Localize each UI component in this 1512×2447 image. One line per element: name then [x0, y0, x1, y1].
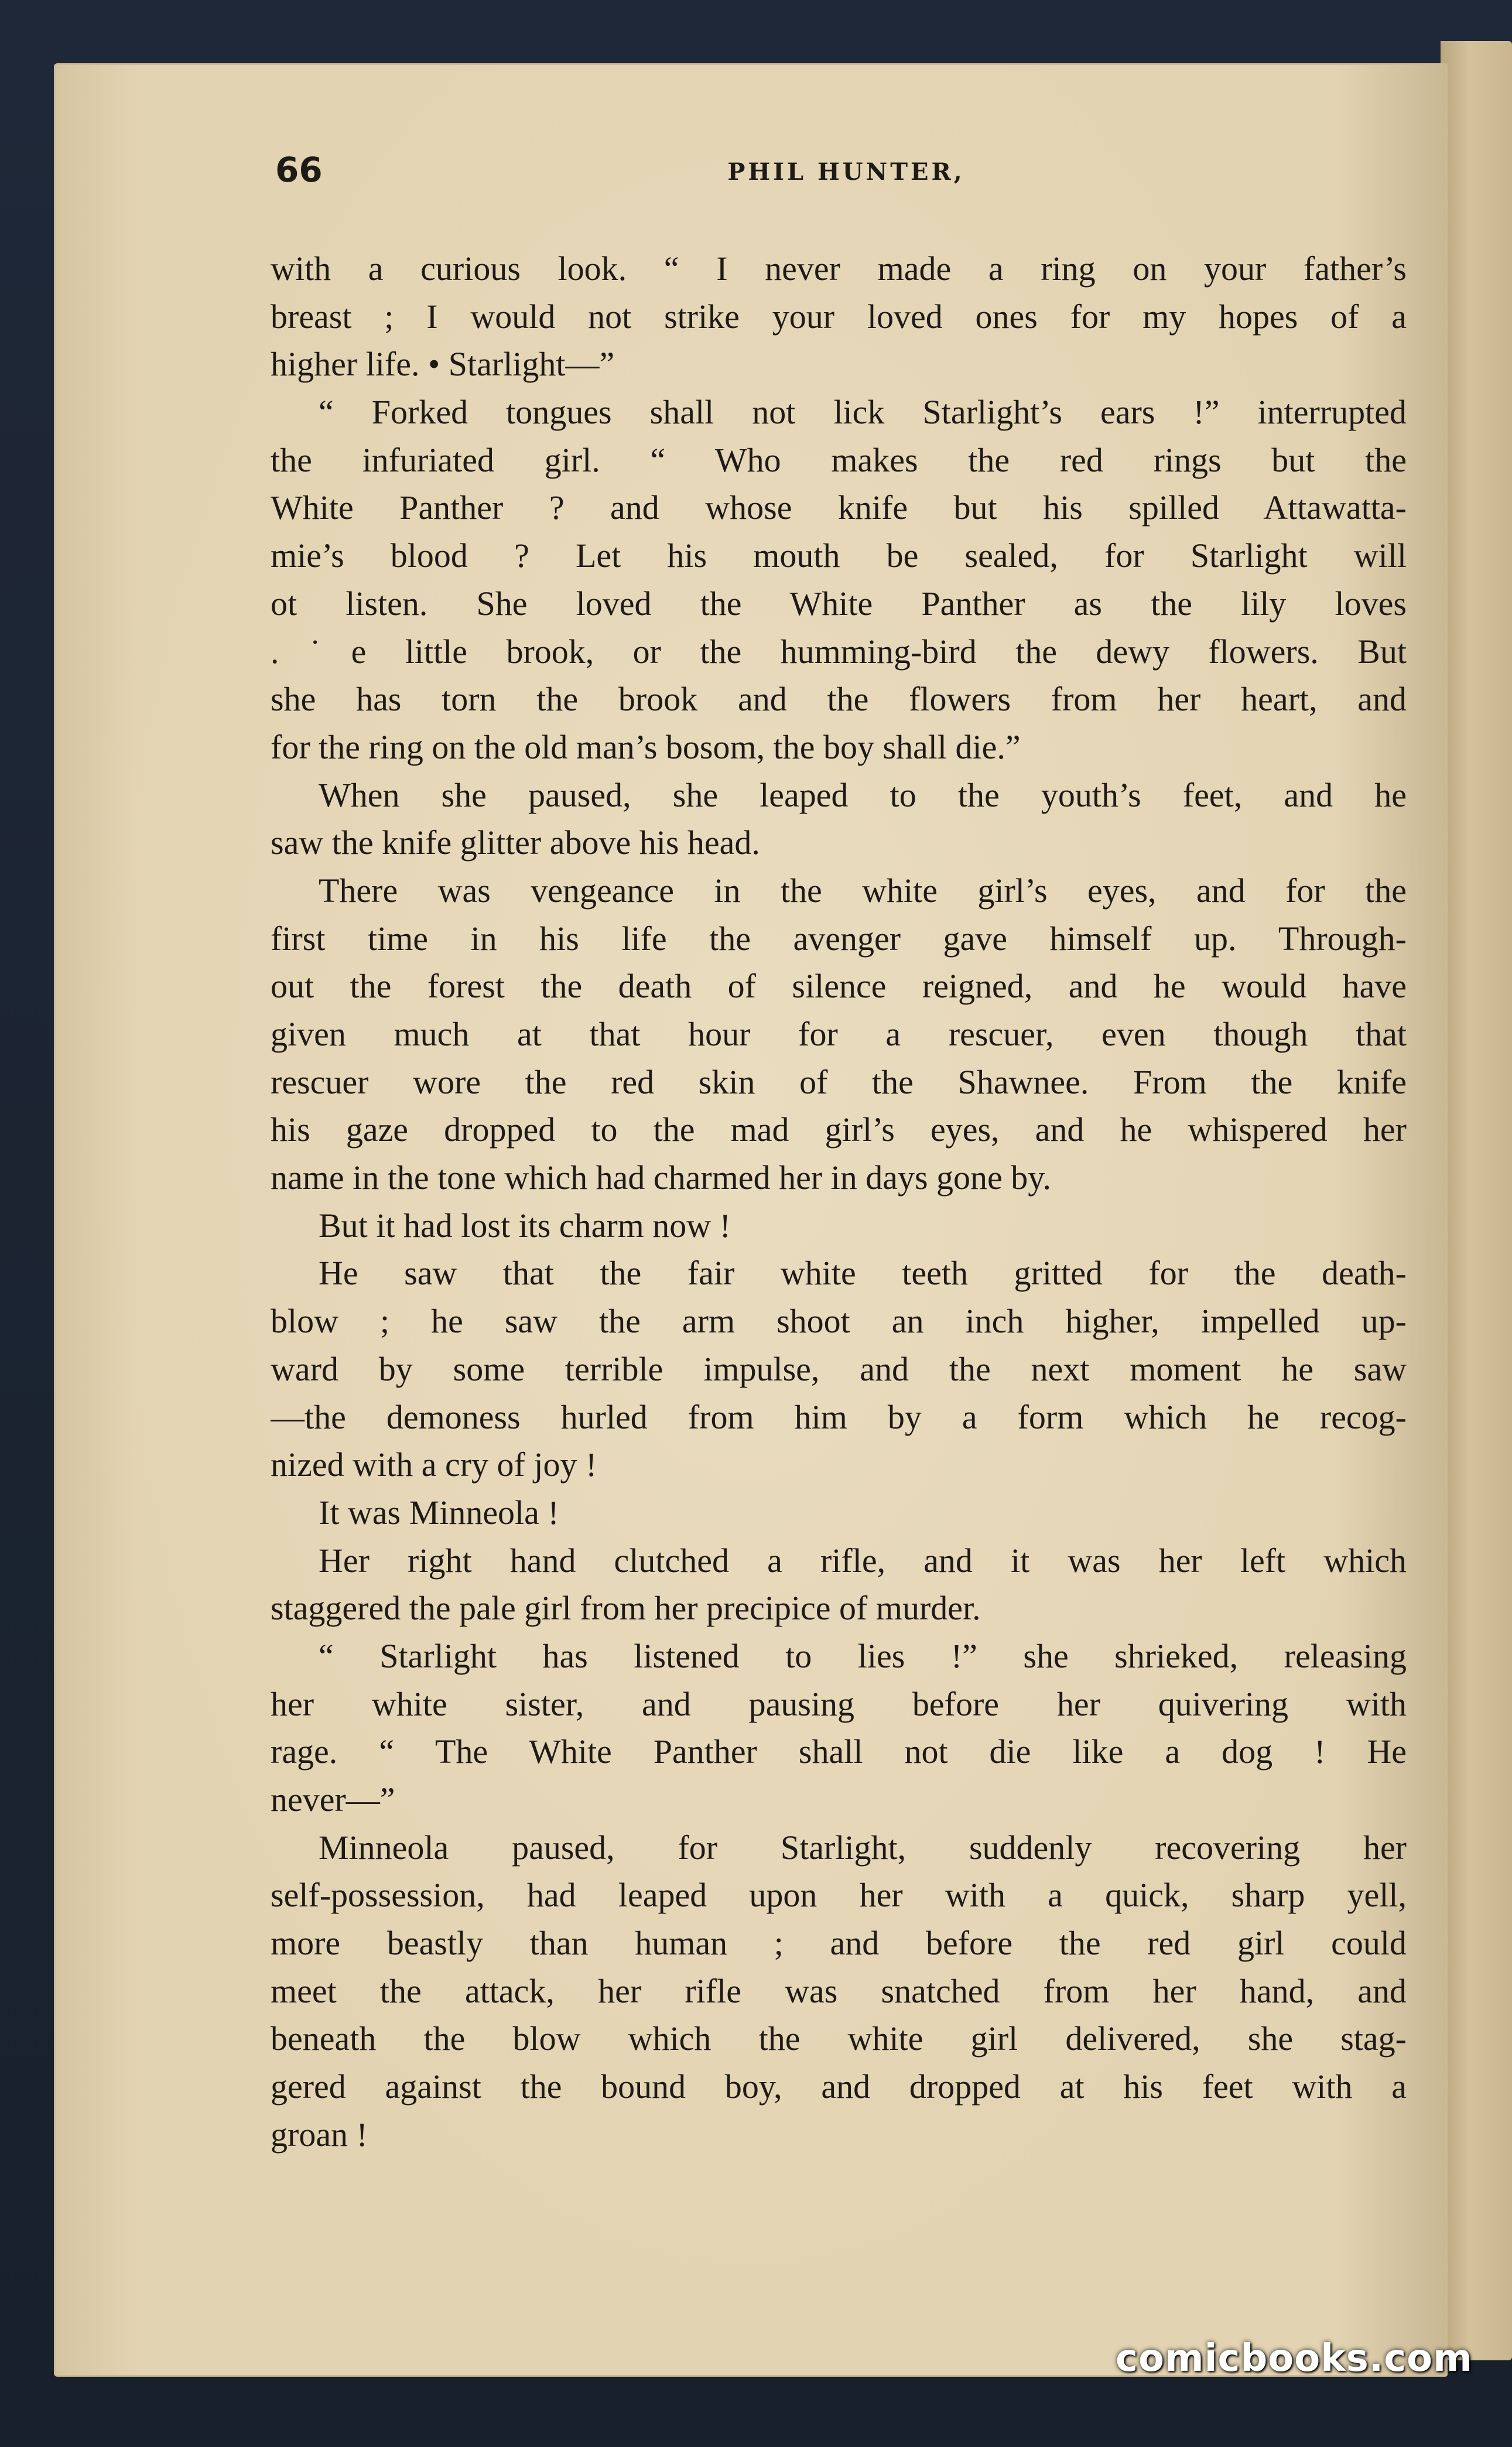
- text-line: “ Starlight has listened to lies !” she shrieked, releasing: [319, 1636, 1407, 1675]
- text-line: beneath the blow which the white girl delivered, she stag-: [271, 2019, 1407, 2058]
- page-header: [275, 150, 1417, 203]
- text-line: Her right hand clutched a rifle, and it was her left which: [319, 1541, 1407, 1580]
- text-line: out the forest the death of silence reigned, and he would have: [271, 967, 1407, 1006]
- text-line: —the demoness hurled from him by a form which he recog-: [271, 1397, 1407, 1436]
- text-line: ot listen. She loved the White Panther as the lily loves: [271, 584, 1407, 623]
- text-line: given much at that hour for a rescuer, even though that: [271, 1015, 1407, 1053]
- text-line: name in the tone which had charmed her in days gone by.: [271, 1158, 1052, 1197]
- text-line: When she paused, she leaped to the youth’s feet, and he: [319, 775, 1407, 814]
- text-line: groan !: [271, 2115, 368, 2154]
- page-number: 66: [275, 150, 323, 190]
- text-line: gered against the bound boy, and dropped at his feet with a: [271, 2067, 1407, 2106]
- facing-page-edge: [1441, 41, 1512, 2360]
- text-line: Minneola paused, for Starlight, suddenly recovering her: [319, 1828, 1407, 1867]
- running-head: PHIL HUNTER,: [727, 158, 965, 186]
- text-line: with a curious look. “ I never made a ring on your father’s: [271, 250, 1407, 288]
- text-line: There was vengeance in the white girl’s eyes, and for the: [319, 871, 1407, 910]
- text-line: “ Forked tongues shall not lick Starlight’s ears !” interrupted: [319, 393, 1407, 432]
- text-line: saw the knife glitter above his head.: [271, 823, 760, 862]
- text-line: she has torn the brook and the flowers from her heart, and: [271, 680, 1407, 719]
- text-line: He saw that the fair white teeth gritted for the death-: [319, 1254, 1407, 1293]
- text-line: never—”: [271, 1780, 395, 1819]
- text-line: self-possession, had leaped upon her with a quick, sharp yell,: [271, 1876, 1407, 1915]
- text-line: .˙e little brook, or the humming-bird the dewy flowers. But: [271, 632, 1407, 671]
- text-line: White Panther ? and whose knife but his spilled Attawatta-: [271, 488, 1407, 527]
- text-line: the infuriated girl. “ Who makes the red rings but the: [271, 440, 1407, 479]
- body-text: [271, 245, 1407, 2159]
- text-line: nized with a cry of joy !: [271, 1445, 597, 1484]
- text-line: It was Minneola !: [319, 1493, 559, 1532]
- text-line: blow ; he saw the arm shoot an inch higher, impelled up-: [271, 1302, 1407, 1341]
- text-line: mie’s blood ? Let his mouth be sealed, for Starlight will: [271, 536, 1407, 575]
- text-line: his gaze dropped to the mad girl’s eyes, and he whispered her: [271, 1110, 1407, 1149]
- text-line: ward by some terrible impulse, and the next moment he saw: [271, 1349, 1407, 1388]
- text-line: breast ; I would not strike your loved ones for my hopes of a: [271, 297, 1407, 336]
- text-line: her white sister, and pausing before her quivering with: [271, 1684, 1407, 1723]
- text-line: more beastly than human ; and before the red girl could: [271, 1924, 1407, 1963]
- text-line: higher life. • Starlight—”: [271, 345, 615, 384]
- text-line: for the ring on the old man’s bosom, the boy shall die.”: [271, 727, 1021, 766]
- text-line: rescuer wore the red skin of the Shawnee. From the knife: [271, 1062, 1407, 1101]
- site-watermark: comicbooks.com: [1116, 2337, 1473, 2380]
- text-line: staggered the pale girl from her precipice of murder.: [271, 1589, 981, 1628]
- text-line: But it had lost its charm now !: [319, 1206, 731, 1245]
- text-line: first time in his life the avenger gave himself up. Through-: [271, 919, 1407, 958]
- text-line: meet the attack, her rifle was snatched from her hand, and: [271, 1971, 1407, 2010]
- text-line: rage. “ The White Panther shall not die like a dog ! He: [271, 1732, 1407, 1771]
